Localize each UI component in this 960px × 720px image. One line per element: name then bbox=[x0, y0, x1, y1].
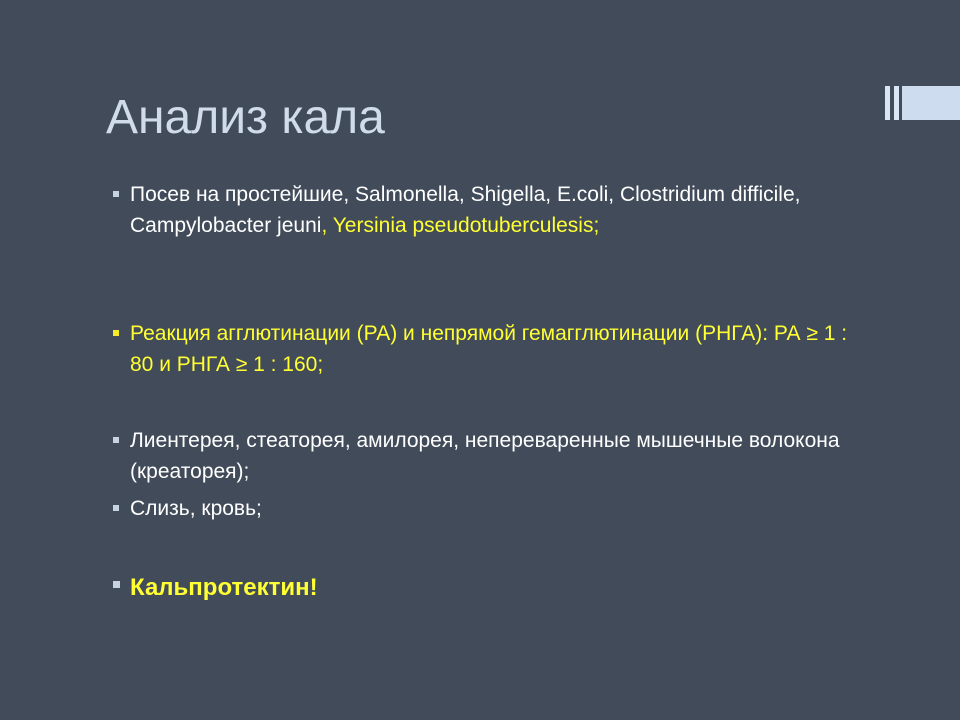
bullet-text: Лиентерея, стеаторея, амилорея, непереваренные мышечные волокона (креаторея); bbox=[130, 429, 840, 483]
slide-title: Анализ кала bbox=[106, 91, 385, 144]
decoration-block bbox=[902, 86, 960, 120]
corner-decoration bbox=[885, 86, 960, 120]
bullet-item-mucus-blood bbox=[112, 493, 852, 524]
bullet-item-lienteria bbox=[112, 425, 852, 487]
bullet-item-cultures bbox=[112, 179, 852, 241]
bullet-text-highlight: , Yersinia pseudotuberculesis; bbox=[321, 214, 600, 237]
bullet-text bbox=[130, 179, 852, 241]
bullet-item-agglutination bbox=[112, 318, 852, 380]
bullet-text-white: Посев на простейшие, Salmonella, Shigella, E.coli, Clostridium difficile, Campylobacter jeuni bbox=[130, 183, 801, 237]
bullet-marker bbox=[113, 581, 120, 588]
bullet-marker bbox=[113, 191, 119, 197]
bullet-text: Слизь, кровь; bbox=[130, 497, 262, 520]
decoration-bar-2 bbox=[894, 86, 899, 120]
bullet-item-calprotectin bbox=[112, 571, 852, 605]
decoration-bar-1 bbox=[885, 86, 890, 120]
bullet-marker bbox=[113, 330, 119, 336]
bullet-marker bbox=[113, 437, 119, 443]
bullet-marker bbox=[113, 505, 119, 511]
bullet-text-highlight: Реакция агглютинации (РА) и непрямой гемагглютинации (РНГА): РА ≥ 1 : 80 и РНГА ≥ 1 : 160; bbox=[130, 322, 848, 376]
bullet-text-highlight: Кальпротектин! bbox=[130, 574, 318, 601]
